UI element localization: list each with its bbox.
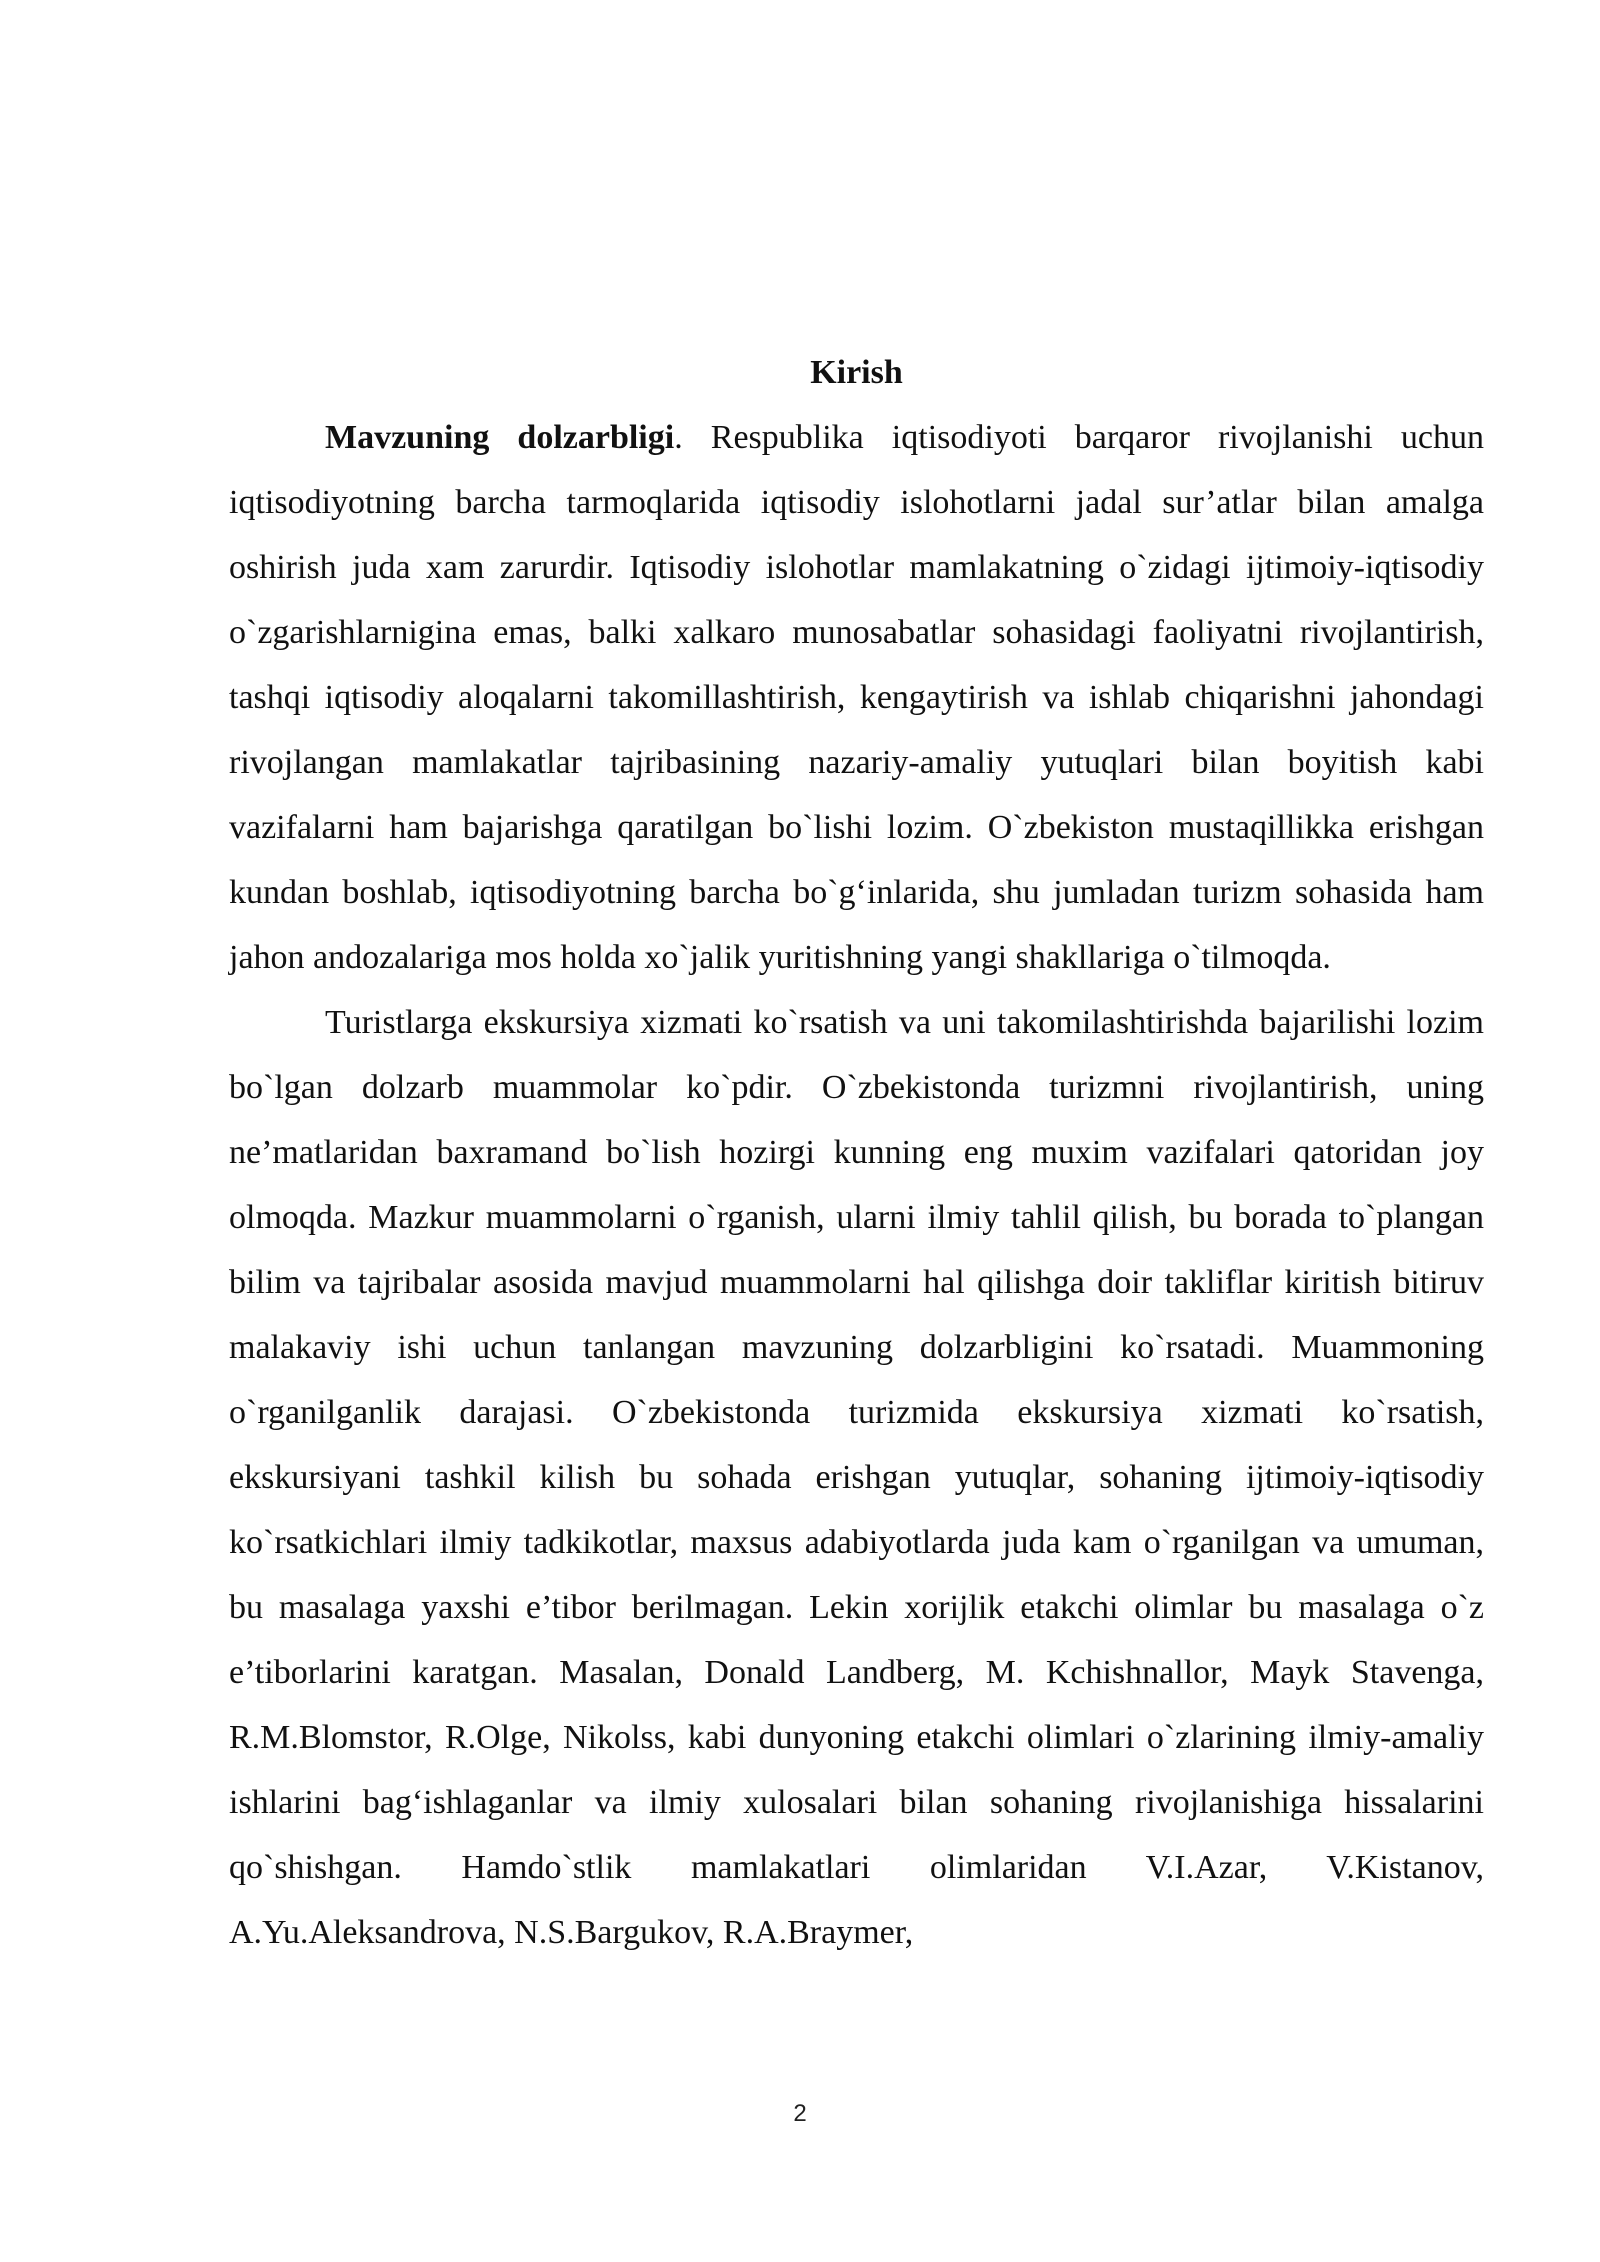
paragraph-excursion: Turistlarga ekskursiya xizmati ko`rsatish va uni takomilashtirishda bajarilishi lozim bo`lgan dolzarb muammolar ko`pdir. O`zbekistonda turizmni rivojlantirish, uning ne’matlaridan baxramand bo`lish hozirgi kunning eng muxim vazifalari qatoridan joy olmoqda. Mazkur muammolarni o`rganish, ularni ilmiy tahlil qilish, bu borada to`plangan bilim va tajribalar asosida mavjud muammolarni hal qilishga doir takliflar kiritish bitiruv malakaviy ishi uchun tanlangan mavzuning dolzarbligini ko`rsatadi. Muammoning o`rganilganlik darajasi. O`zbekistonda turizmida ekskursiya xizmati ko`rsatish, ekskursiyani tashkil kilish bu sohada erishgan yutuqlar, sohaning ijtimoiy-iqtisodiy ko`rsatkichlari ilmiy tadkikotlar, maxsus adabiyotlarda juda kam o`rganilgan va umuman, bu masalaga yaxshi e’tibor berilmagan. Lekin xorijlik etakchi olimlar bu masalaga o`z e’tiborlarini karatgan. Masalan, Donald Landberg, M. Kchishnallor, Mayk Stavenga, R.M.Blomstor, R.Olge, Nikolss, kabi dunyoning etakchi olimlari o`zlarining ilmiy-amaliy ishlarini bag‘ishlaganlar va ilmiy xulosalari bilan sohaning rivojlanishiga hissalarini qo`shishgan. Hamdo`stlik mamlakatlari olimlaridan V.I.Azar, V.Kistanov, A.Yu.Aleksandrova, N.S.Bargukov, R.A.Braymer, [229, 1004, 1484, 1951]
page-number: 2 [793, 2100, 807, 2127]
paragraph-relevance [229, 405, 1484, 990]
document-body [229, 340, 1484, 1965]
page-title: Kirish [810, 354, 903, 391]
paragraph-text: . Respublika iqtisodiyoti barqaror rivojlanishi uchun iqtisodiyotning barcha tarmoqlarida iqtisodiy islohotlarni jadal sur’atlar bilan amalga oshirish juda xam zarurdir. Iqtisodiy islohotlar mamlakatning o`zidagi ijtimoiy-iqtisodiy o`zgarishlarnigina emas, balki xalkaro munosabatlar sohasidagi faoliyatni rivojlantirish, tashqi iqtisodiy aloqalarni takomillashtirish, kengaytirish va ishlab chiqarishni jahondagi rivojlangan mamlakatlar tajribasining nazariy-amaliy yutuqlari bilan boyitish kabi vazifalarni ham bajarishga qaratilgan bo`lishi lozim. O`zbekiston mustaqillikka erishgan kundan boshlab, iqtisodiyotning barcha bo`g‘inlarida, shu jumladan turizm sohasida ham jahon andozalariga mos holda xo`jalik yuritishning yangi shakllariga o`tilmoqda. [229, 419, 1484, 976]
paragraph-lead: Mavzuning dolzarbligi [325, 419, 675, 456]
